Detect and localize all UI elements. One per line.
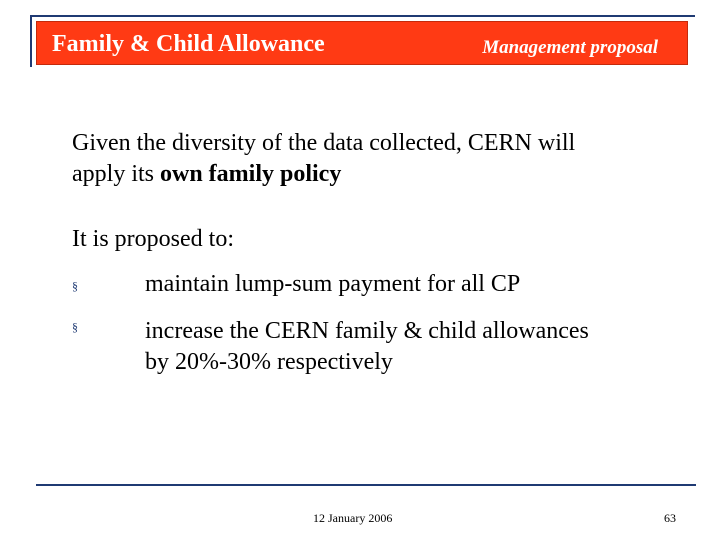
slide-subtitle: Management proposal — [482, 37, 658, 58]
bullet-marker-2: § — [72, 320, 78, 334]
header-frame-top-line — [30, 15, 695, 17]
bullet-text-2 — [145, 316, 589, 378]
intro-line-2-emphasis: own family policy — [160, 161, 342, 187]
intro-line-2-prefix: apply its — [72, 161, 160, 187]
intro-line-2 — [72, 159, 575, 190]
bullet-2-line-2: by 20%-30% respectively — [145, 349, 393, 375]
slide-title: Family & Child Allowance — [52, 31, 325, 57]
bullet-text-1 — [145, 269, 520, 300]
proposed-heading: It is proposed to: — [72, 226, 234, 252]
footer-rule — [36, 484, 696, 486]
footer-date: 12 January 2006 — [313, 511, 393, 525]
intro-paragraph — [72, 128, 575, 190]
intro-line-1: Given the diversity of the data collected, CERN will — [72, 130, 576, 156]
bullet-marker-1: § — [72, 279, 78, 293]
bullet-1-line-1: maintain lump-sum payment for all CP — [145, 271, 521, 297]
bullet-2-line-1: increase the CERN family & child allowances — [145, 318, 589, 344]
page-number: 63 — [664, 511, 676, 525]
header-frame-left-line — [30, 15, 32, 67]
